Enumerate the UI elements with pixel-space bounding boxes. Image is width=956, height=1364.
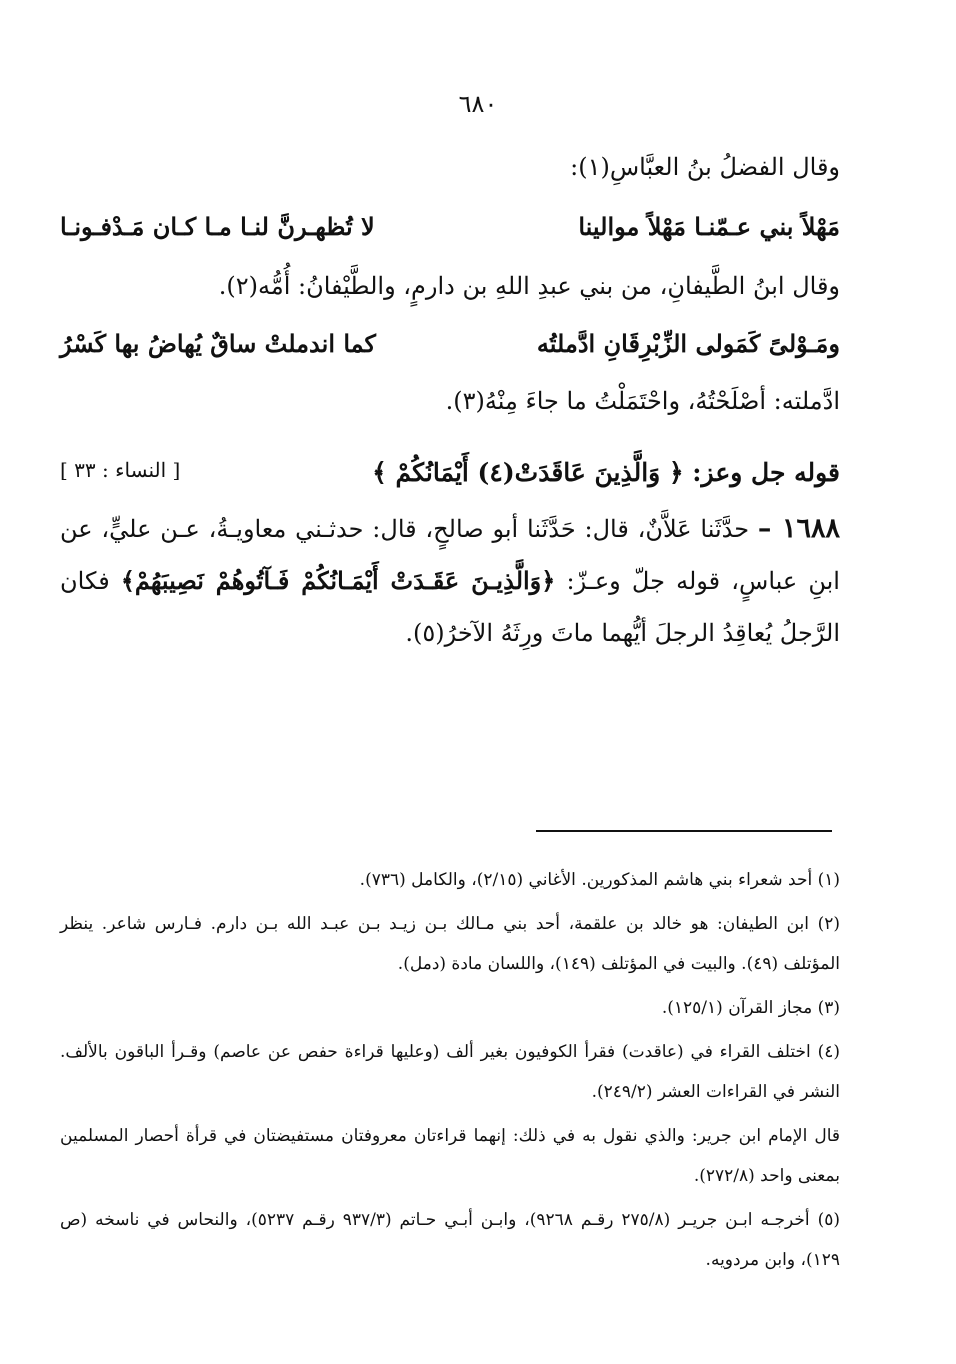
verse-1-first-hemistich: مَهْلاً بني عـمّنـا مَهْلاً موالينا (578, 212, 840, 241)
quran-verse: ﴿وَالَّذِيـنَ عَقَـدَتْ أَيْمَـانُكُمْ فَـآتُوهُمْ نَصِيبَهُمْ﴾ (120, 566, 556, 595)
page-number: ٦٨٠ (458, 90, 498, 118)
verse-2-first-hemistich: ومَـوْلىً كَمَولى الزِّبْرِقَانِ ادَّملتُه (536, 329, 840, 358)
footnote-3: (٣) مجاز القرآن (١٢٥/١). (661, 998, 840, 1018)
heading-text: قوله جل وعز: ﴿ وَالَّذِينَ عَاقَدَتْ(٤) أَيْمَانُكُمْ ﴾ (372, 458, 840, 487)
verse-2 (60, 329, 840, 358)
narration-number: ١٦٨٨ – (757, 513, 840, 544)
footnote-5: (٥) أخرجـه ابـن جريـر (٢٧٥/٨ رقـم ٩٢٦٨)، وابـن أبـي حـاتم (٩٣٧/٣ رقـم ٥٢٣٧)، والنحاس في ناسخه (ص ١٢٩)، وابن مردويه. (60, 1210, 840, 1270)
footnote-4-continuation: قال الإمام ابن جرير: والذي نقول به في ذلك: إنهما قراءتان معروفتان مستفيضتان في قرأة أحصار المسلمين بمعنى واحد (٢٧٢/٨). (60, 1126, 840, 1186)
gloss-line: ادَّملته: أصْلَحْتُهُ، واحْتَمَلْتُ ما جاءَ مِنْهُ(٣). (445, 387, 840, 415)
main-text (60, 150, 840, 659)
narration-text-1: حدَّثَنا عَلاَّنٌ، قال: حَدَّثَنا أبو صالحٍ، قال: حدثـني معاويـةُ، عـن عليٍّ، عن ابنِ عباسٍ، قوله جلّ وعـزّ: (60, 515, 840, 595)
surah-reference: [ النساء : ٣٣ ] (60, 458, 181, 482)
narration-paragraph (60, 503, 840, 659)
footnote-2: (٢) ابن الطيفان: هو خالد بن علقمة، أحد بني مـالك بـن زيـد بـن عبـد الله بـن دارم. فـارس شاعر. ينظر المؤتلف (٤٩). والبيت في المؤتلف (١٤٩)، واللسان مادة (دمل). (60, 914, 840, 974)
verse-1 (60, 212, 840, 241)
footnote-4: (٤) اختلف القراء في (عاقدت) فقرأ الكوفيون بغير ألف (وعليها قراءة حفص عن عاصم) وقـرأ الباقون بالألف. النشر في القراءات العشر (٢٤٩/٢). (60, 1042, 840, 1102)
narration-text-2: فكان الرَّجلُ يُعاقِدُ الرجلَ أيُّهما ماتَ ورِثَهُ الآخرُ(٥). (60, 567, 840, 647)
intro-line-1: وقال الفضلُ بنُ العبَّاسِ(١): (570, 153, 840, 181)
section-heading (60, 458, 840, 487)
footnote-1: (١) أحد شعراء بني هاشم المذكورين. الأغاني (٢/١٥)، والكامل (٧٣٦). (359, 870, 840, 890)
verse-1-second-hemistich: لا تُظهـرنَّ لنـا مـا كـان مَـدْفـونـا (60, 212, 375, 241)
verse-2-second-hemistich: كما اندملتْ ساقٌ يُهاضُ بها كَسْرُ (60, 329, 376, 358)
footnotes (60, 860, 840, 1284)
intro-line-2: وقال ابنُ الطَّيفانِ، من بني عبدِ اللهِ بن دارمٍ، والطَّيْفانُ: أُمُّه(٢). (218, 272, 840, 300)
footnote-separator (536, 830, 832, 832)
